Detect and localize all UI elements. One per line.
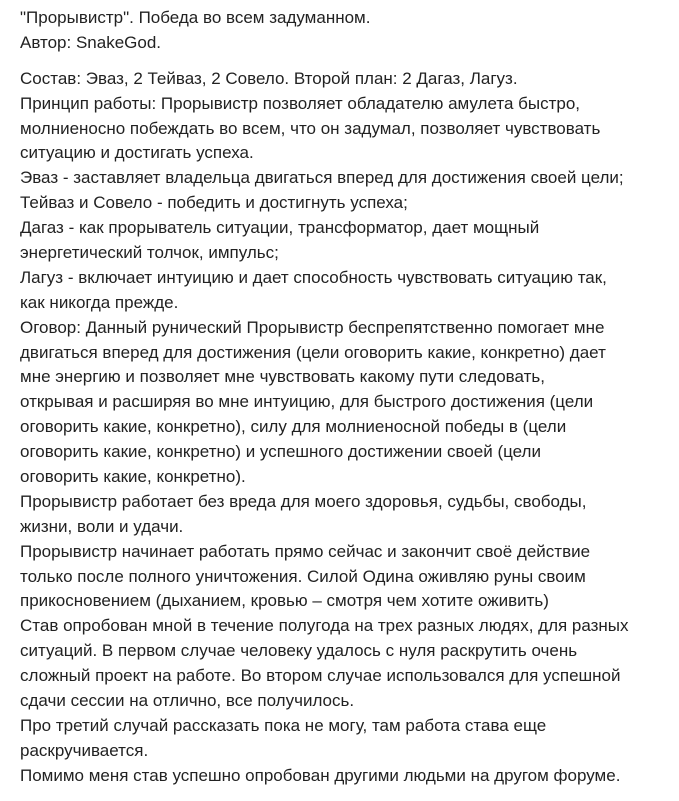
text-line: Став опробован мной в течение полугода на трех разных людях, для разных [20, 616, 629, 636]
text-line: Прорывистр работает без вреда для моего здоровья, судьбы, свободы, [20, 491, 587, 511]
paragraph-gap [20, 56, 679, 67]
text-line: Оговор: Данный рунический Прорывистр беспрепятственно помогает мне [20, 317, 605, 337]
text-line: Лагуз - включает интуицию и дает способность чувствовать ситуацию так, [20, 267, 607, 287]
text-line: Состав: Эваз, 2 Тейваз, 2 Совело. Второй план: 2 Дагаз, Лагуз. [20, 68, 518, 88]
text-line: открывая и расширяя во мне интуицию, для быстрого достижения (цели [20, 392, 594, 412]
text-line: энергетический толчок, импульс; [20, 243, 279, 263]
text-line: оговорить какие, конкретно), силу для молниеносной победы в (цели [20, 417, 567, 437]
text-line: сдачи сессии на отлично, все получилось. [20, 691, 355, 711]
text-line: мне энергию и позволяет мне чувствовать какому пути следовать, [20, 367, 545, 387]
text-line: прикосновением (дыханием, кровью – смотря чем хотите оживить) [20, 591, 549, 611]
text-line: молниеносно побеждать во всем, что он задумал, позволяет чувствовать [20, 118, 601, 138]
text-line: Принцип работы: Прорывистр позволяет обладателю амулета быстро, [20, 93, 580, 113]
document-title: "Прорывистр". Победа во всем задуманном. [20, 8, 371, 27]
text-line: ситуаций. В первом случае человеку удалось с нуля раскрутить очень [20, 641, 578, 661]
text-line: Тейваз и Совело - победить и достигнуть успеха; [20, 193, 408, 213]
text-line: двигаться вперед для достижения (цели оговорить какие, конкретно) дает [20, 342, 606, 362]
text-line: Прорывистр начинает работать прямо сейчас и закончит своё действие [20, 541, 591, 561]
text-line: как никогда прежде. [20, 292, 179, 312]
text-line: Про третий случай рассказать пока не могу, там работа става еще [20, 715, 547, 735]
text-line: раскручивается. [20, 740, 149, 760]
text-line: только после полного уничтожения. Силой Одина оживляю руны своим [20, 566, 586, 586]
text-line: оговорить какие, конкретно). [20, 467, 246, 487]
text-line: Помимо меня став успешно опробован другими людьми на другом форуме. [20, 765, 621, 785]
text-line: Дагаз - как прорыватель ситуации, трансформатор, дает мощный [20, 218, 540, 238]
document-author: Автор: SnakeGod. [20, 32, 162, 52]
text-line: жизни, воли и удачи. [20, 516, 184, 536]
text-line: ситуацию и достигать успеха. [20, 143, 254, 163]
text-line: Эваз - заставляет владельца двигаться вперед для достижения своей цели; [20, 168, 624, 188]
text-line: оговорить какие, конкретно) и успешного достижении своей (цели [20, 442, 541, 462]
text-line: сложный проект на работе. Во втором случае использовался для успешной [20, 666, 621, 686]
document-body [20, 67, 679, 789]
document [20, 6, 679, 789]
